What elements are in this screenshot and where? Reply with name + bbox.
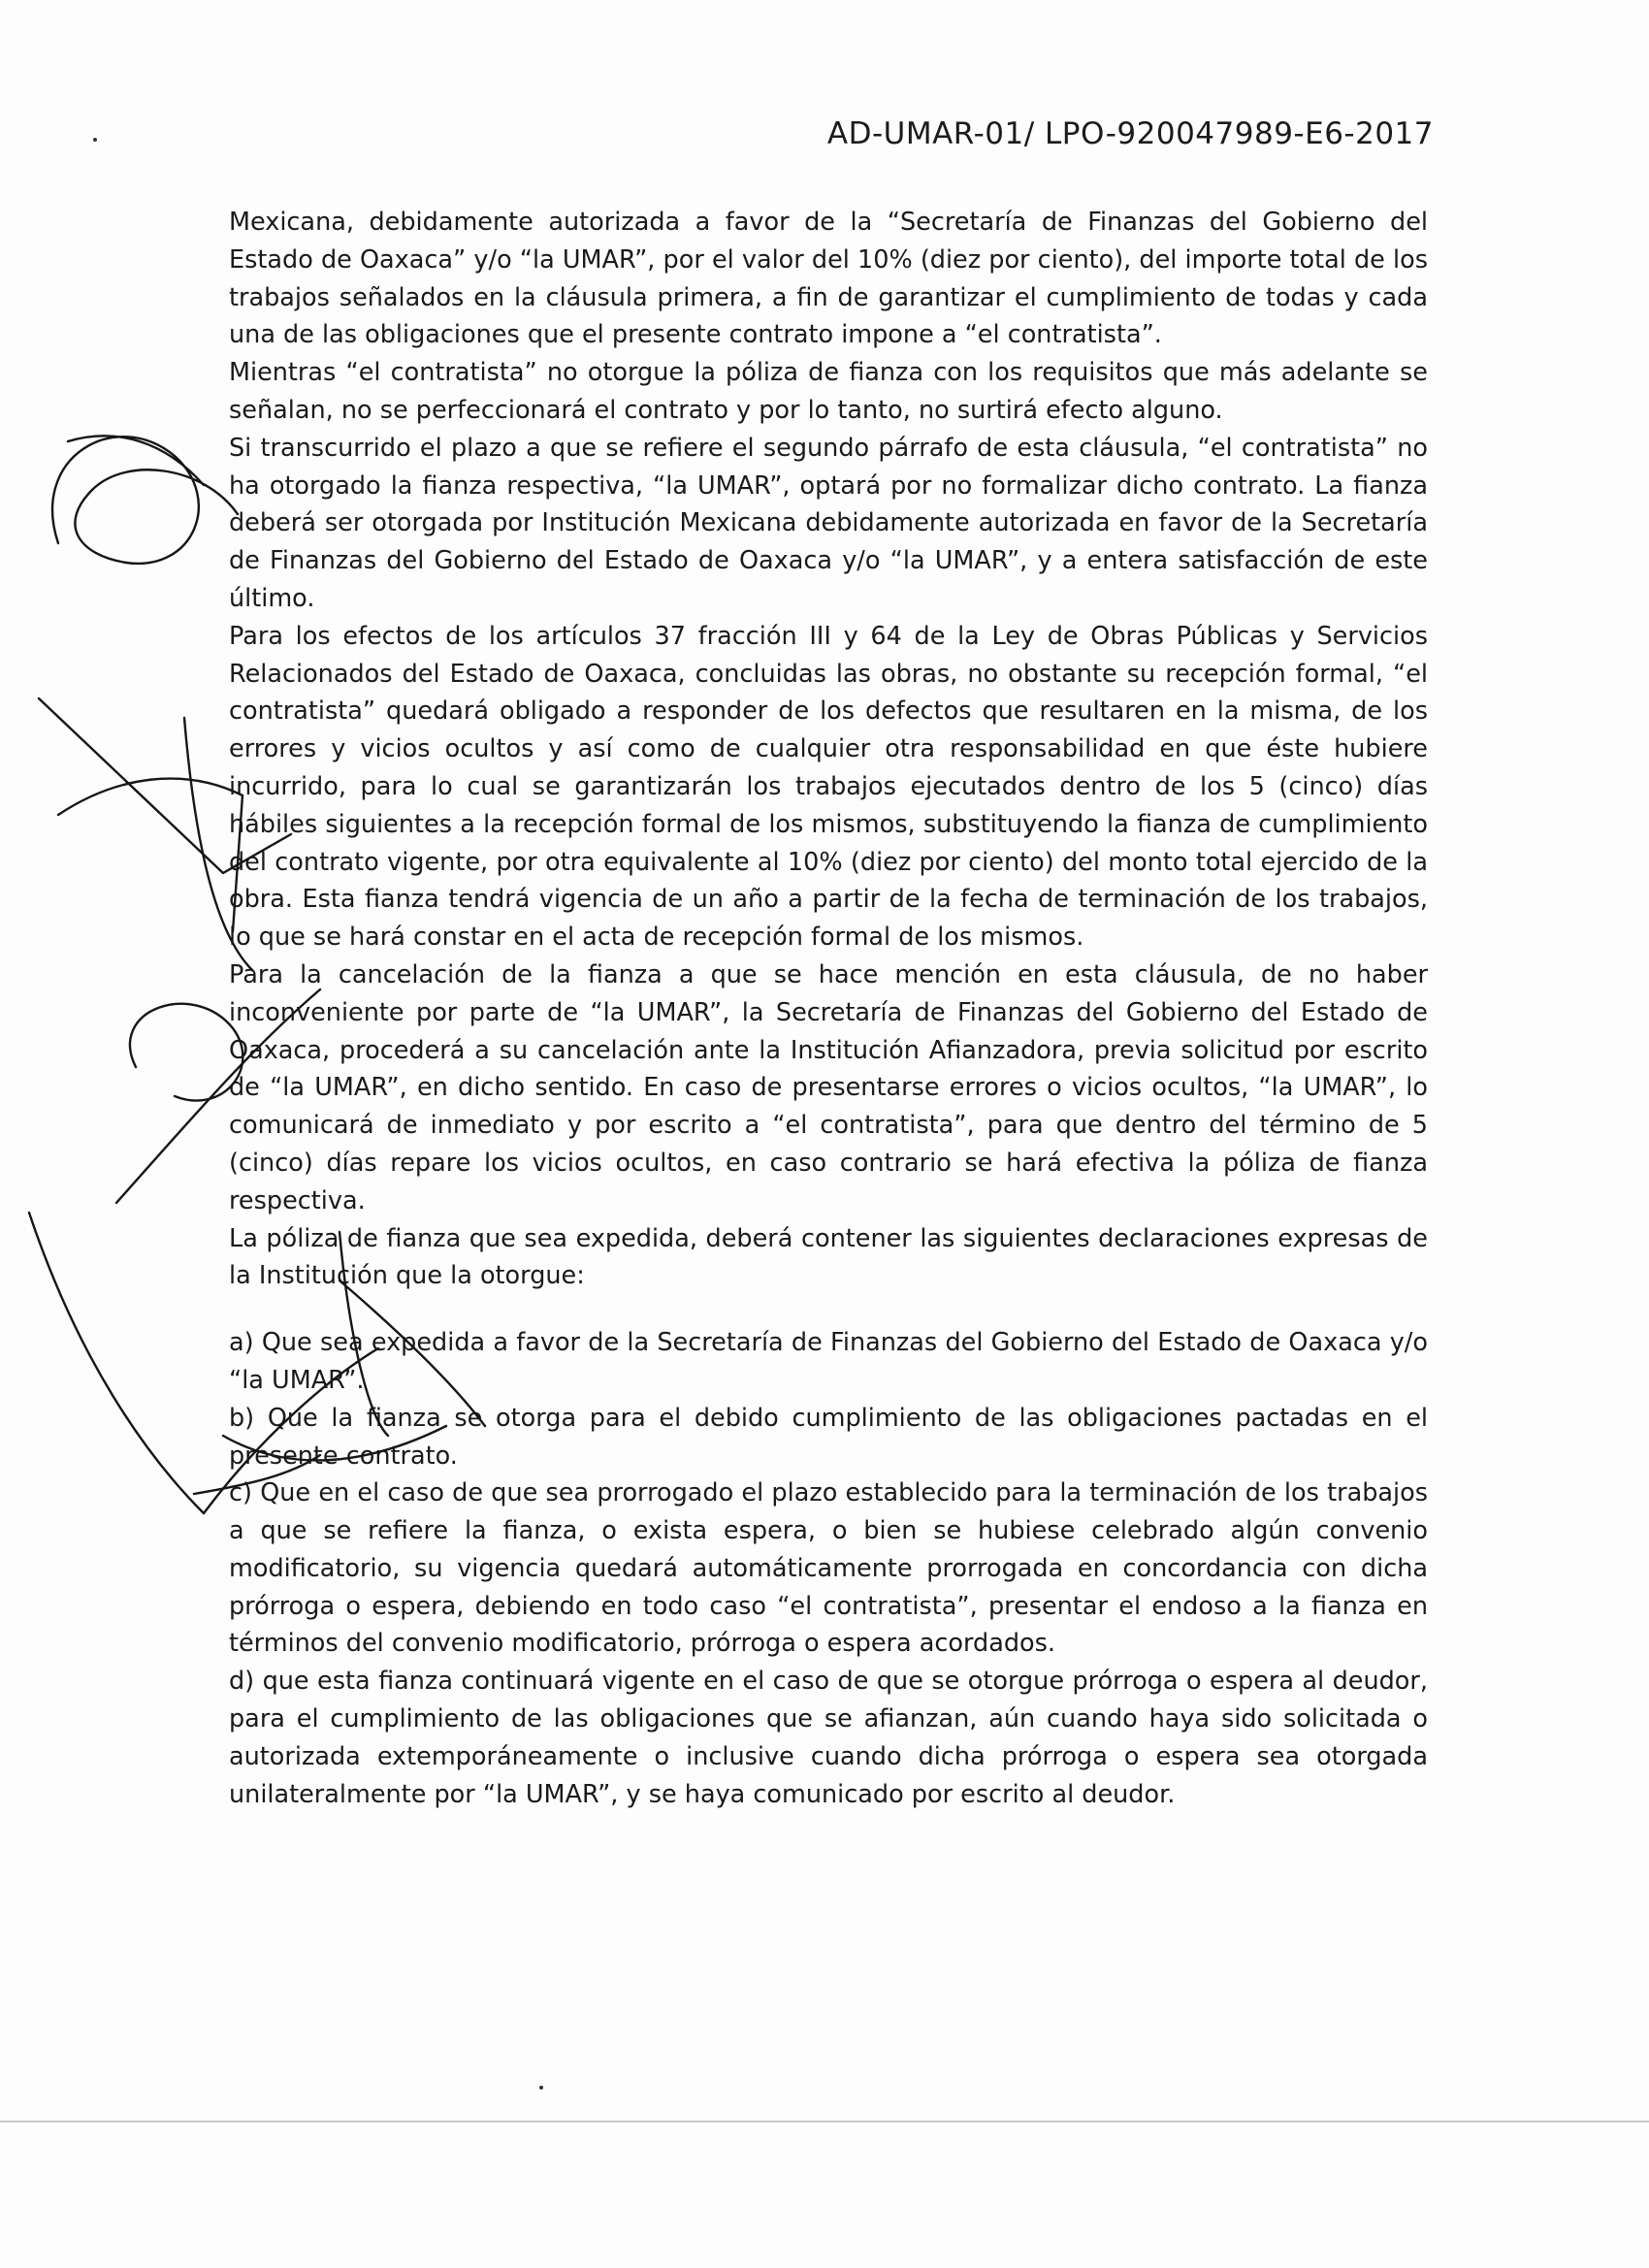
paragraph-policy-requirement: Mientras “el contratista” no otorgue la póliza de fianza con los requisitos que más adelante se señalan, no se perfeccionará el contrato y por lo tanto, no surtirá efecto alguno.	[229, 358, 1428, 425]
list-item-c: c) Que en el caso de que sea prorrogado el plazo establecido para la terminación de los trabajos a que se refiere la fianza, o exista espera, o bien se hubiese celebrado algún convenio modificatorio, su vigencia quedará automáticamente prorrogada en concordancia con dicha prórroga o espera, debiendo en todo caso “el contratista”, presentar el endoso a la fianza en términos del convenio modificatorio, prórroga o espera acordados.	[229, 1478, 1428, 1659]
scan-edge-line	[0, 2121, 1649, 2122]
paragraph-defects-liability: Para los efectos de los artículos 37 fracción III y 64 de la Ley de Obras Públicas y Servicios Relacionados del Estado de Oaxaca, concluidas las obras, no obstante su recepción formal, “el contratista” quedará obligado a responder de los defectos que resultaren en la misma, de los errores y vicios ocultos y así como de cualquier otra responsabilidad en que éste hubiere incurrido, para lo cual se garantizarán los trabajos ejecutados dentro de los 5 (cinco) días hábiles siguientes a la recepción formal de los mismos, substituyendo la fianza de cumplimiento del contrato vigente, por otra equivalente al 10% (diez por ciento) del monto total ejercido de la obra. Esta fianza tendrá vigencia de un año a partir de la fecha de terminación de los trabajos, lo que se hará constar en el acta de recepción formal de los mismos.	[229, 621, 1428, 953]
paragraph-declarations-intro: La póliza de fianza que sea expedida, deberá contener las siguientes declaraciones expresas de la Institución que la otorgue:	[229, 1223, 1428, 1291]
list-item-d: d) que esta fianza continuará vigente en el caso de que se otorgue prórroga o espera al deudor, para el cumplimiento de las obligaciones que se afianzan, aún cuando haya sido solicitada o autorizada extemporáneamente o inclusive cuando dicha prórroga o espera sea otorgada unilateralmente por “la UMAR”, y se haya comunicado por escrito al deudor.	[229, 1667, 1428, 1809]
list-item-a: a) Que sea expedida a favor de la Secretaría de Finanzas del Gobierno del Estado de Oaxaca y/o “la UMAR”.	[229, 1328, 1428, 1395]
list-item-b: b) Que la fianza se otorga para el debido cumplimiento de las obligaciones pactadas en el presente contrato.	[229, 1403, 1428, 1471]
paragraph-cancellation: Para la cancelación de la fianza a que se hace mención en esta cláusula, de no haber inconveniente por parte de “la UMAR”, la Secretaría de Finanzas del Gobierno del Estado de Oaxaca, procederá a su cancelación ante la Institución Afianzadora, previa solicitud por escrito de “la UMAR”, en dicho sentido. En caso de presentarse errores o vicios ocultos, “la UMAR”, lo comunicará de inmediato y por escrito a “el contratista”, para que dentro del término de 5 (cinco) días repare los vicios ocultos, en caso contrario se hará efectiva la póliza de fianza respectiva.	[229, 959, 1428, 1215]
document-reference: AD-UMAR-01/ LPO-920047989-E6-2017	[826, 116, 1434, 151]
paragraph-term-not-met: Si transcurrido el plazo a que se refiere el segundo párrafo de esta cláusula, “el contratista” no ha otorgado la fianza respectiva, “la UMAR”, optará por no formalizar dicho contrato. La fianza deberá ser otorgada por Institución Mexicana debidamente autorizada en favor de la Secretaría de Finanzas del Gobierno del Estado de Oaxaca y/o “la UMAR”, y a entera satisfacción de este último.	[229, 433, 1428, 613]
paragraph-guarantee-amount: Mexicana, debidamente autorizada a favor de la “Secretaría de Finanzas del Gobierno del Estado de Oaxaca” y/o “la UMAR”, por el valor del 10% (diez por ciento), del importe total de los trabajos señalados en la cláusula primera, a fin de garantizar el cumplimiento de todas y cada una de las obligaciones que el presente contrato impone a “el contratista”.	[229, 208, 1428, 350]
contract-body	[229, 204, 1428, 1813]
scan-speck	[539, 2086, 543, 2090]
scan-speck	[93, 138, 97, 142]
